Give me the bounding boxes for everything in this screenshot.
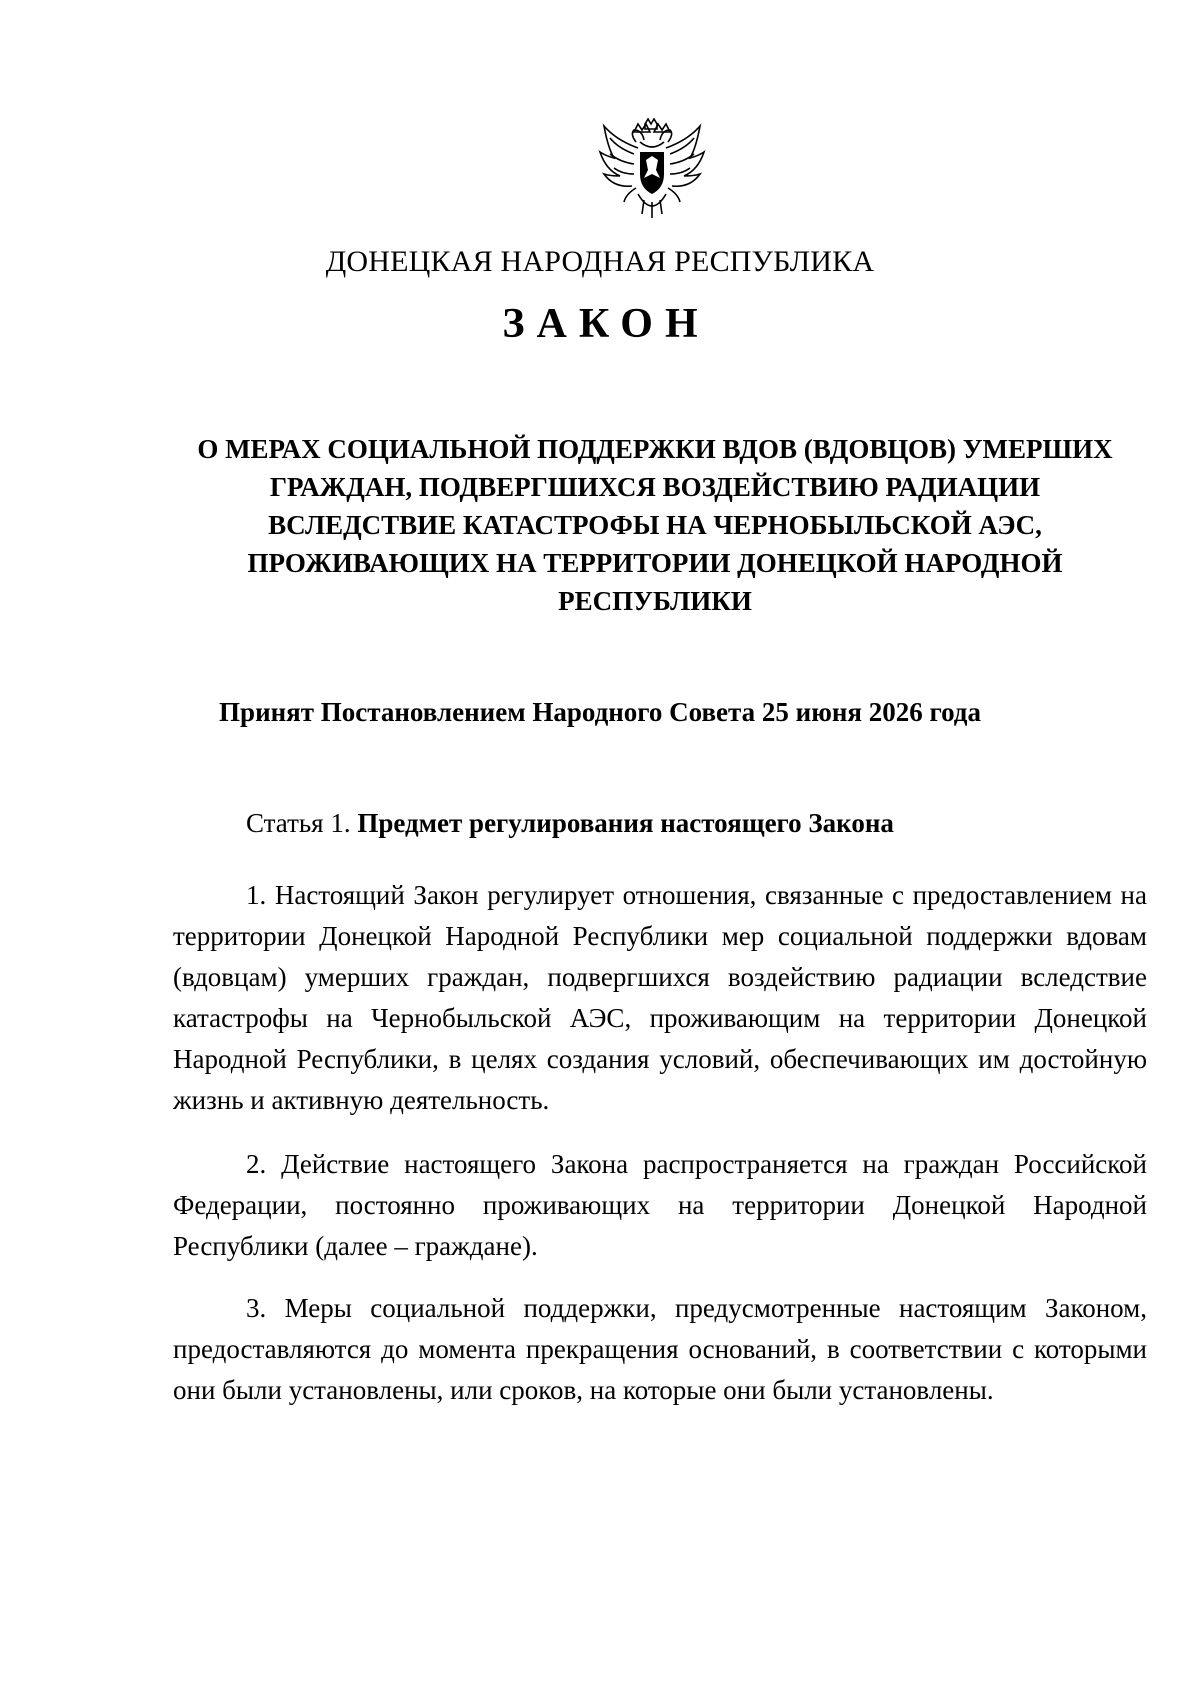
paragraph-2: 2. Действие настоящего Закона распространяется на граждан Российской Федерации, постоянно проживающих на территории Донецкой Народной Республики (далее – граждане).	[173, 1149, 1147, 1261]
law-title-line: ПРОЖИВАЮЩИХ НА ТЕРРИТОРИИ ДОНЕЦКОЙ НАРОДНОЙ	[247, 548, 1063, 578]
adoption-statement: Принят Постановлением Народного Совета 25 июня 2026 года	[219, 697, 981, 727]
republic-name: ДОНЕЦКАЯ НАРОДНАЯ РЕСПУБЛИКА	[325, 245, 875, 278]
law-title-line: О МЕРАХ СОЦИАЛЬНОЙ ПОДДЕРЖКИ ВДОВ (ВДОВЦОВ) УМЕРШИХ	[197, 434, 1113, 464]
coat-of-arms-icon	[596, 118, 708, 224]
article-title: Предмет регулирования настоящего Закона	[357, 808, 894, 838]
article-heading	[246, 808, 894, 839]
law-title-line: ВСЛЕДСТВИЕ КАТАСТРОФЫ НА ЧЕРНОБЫЛЬСКОЙ АЭС,	[268, 510, 1042, 540]
paragraph-3: 3. Меры социальной поддержки, предусмотренные настоящим Законом, предоставляются до момента прекращения оснований, в соответствии с которыми они были установлены, или сроков, на которые они были установлены.	[173, 1293, 1147, 1405]
paragraph-1: 1. Настоящий Закон регулирует отношения, связанные с предоставлением на территории Донецкой Народной Республики мер социальной поддержки вдовам (вдовцам) умерших граждан, подвергшихся воздействию радиации вследствие катастрофы на Чернобыльской АЭС, проживающим на территории Донецкой Народной Республики, в целях создания условий, обеспечивающих им достойную жизнь и активную деятельность.	[173, 880, 1147, 1115]
document-type: ЗАКОН	[502, 301, 710, 347]
law-title	[160, 430, 1150, 620]
law-title-line: РЕСПУБЛИКИ	[558, 586, 752, 616]
law-title-line: ГРАЖДАН, ПОДВЕРГШИХСЯ ВОЗДЕЙСТВИЮ РАДИАЦИИ	[269, 472, 1041, 502]
article-label: Статья 1.	[246, 808, 358, 838]
